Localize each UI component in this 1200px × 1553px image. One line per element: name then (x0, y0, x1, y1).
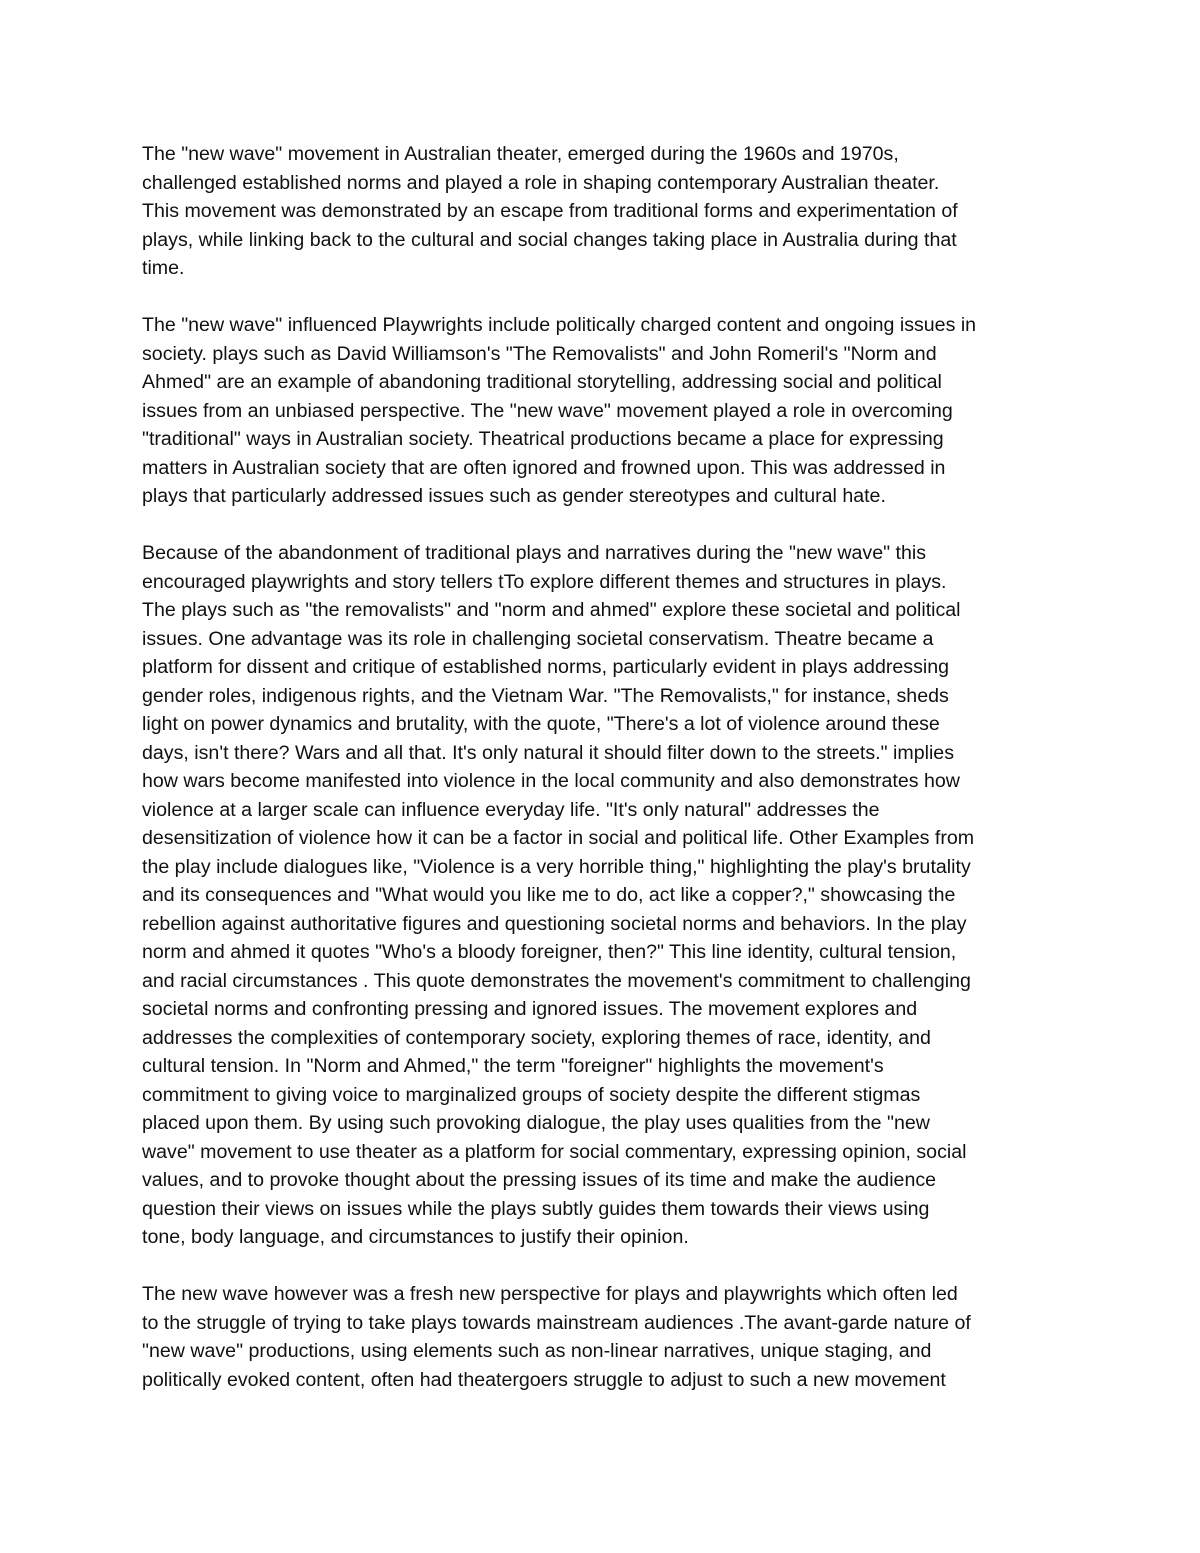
text-line: cultural tension. In "Norm and Ahmed," the term "foreigner" highlights the movement's (142, 1055, 884, 1077)
text-line: Ahmed" are an example of abandoning traditional storytelling, addressing social and political (142, 371, 942, 393)
text-line: light on power dynamics and brutality, with the quote, "There's a lot of violence around these (142, 713, 940, 735)
text-line: issues from an unbiased perspective. The "new wave" movement played a role in overcoming (142, 399, 953, 422)
text-line: values, and to provoke thought about the pressing issues of its time and make the audience (142, 1169, 937, 1191)
text-line: to the struggle of trying to take plays towards mainstream audiences .The avant-garde nature of (142, 1311, 971, 1334)
text-line: encouraged playwrights and story tellers tTo explore different themes and structures in plays. (142, 570, 947, 593)
paragraph (142, 311, 1072, 511)
text-line: days, isn't there? Wars and all that. It's only natural it should filter down to the streets." implies (142, 741, 954, 764)
paragraph (142, 140, 1072, 283)
text-line: placed upon them. By using such provoking dialogue, the play uses qualities from the "new (142, 1112, 930, 1134)
text-line: how wars become manifested into violence in the local community and also demonstrates how (142, 770, 960, 792)
text-line: "new wave" productions, using elements such as non-linear narratives, unique staging, and (142, 1340, 932, 1362)
text-line: wave" movement to use theater as a platform for social commentary, expressing opinion, social (142, 1140, 967, 1163)
text-line: plays, while linking back to the cultural and social changes taking place in Australia during that (142, 228, 957, 251)
text-line: "traditional" ways in Australian society. Theatrical productions became a place for expressing (142, 428, 944, 450)
paragraph (142, 539, 1072, 1252)
text-line: matters in Australian society that are often ignored and frowned upon. This was addressed in (142, 456, 946, 479)
text-line: This movement was demonstrated by an escape from traditional forms and experimentation of (142, 200, 958, 222)
text-line: society. plays such as David Williamson's "The Removalists" and John Romeril's "Norm and (142, 342, 937, 365)
text-line: and racial circumstances . This quote demonstrates the movement's commitment to challenging (142, 969, 971, 992)
text-line: challenged established norms and played a role in shaping contemporary Australian theater. (142, 171, 940, 194)
text-line: Because of the abandonment of traditional plays and narratives during the "new wave" this (142, 542, 926, 564)
text-line: norm and ahmed it quotes "Who's a bloody foreigner, then?" This line identity, cultural tension, (142, 941, 957, 963)
text-line: commitment to giving voice to marginalized groups of society despite the different stigmas (142, 1083, 921, 1106)
text-line: plays that particularly addressed issues such as gender stereotypes and cultural hate. (142, 485, 886, 507)
text-line: rebellion against authoritative figures and questioning societal norms and behaviors. In the play (142, 912, 967, 935)
text-line: The "new wave" movement in Australian theater, emerged during the 1960s and 1970s, (142, 143, 899, 165)
text-line: addresses the complexities of contemporary society, exploring themes of race, identity, and (142, 1026, 931, 1049)
text-line: societal norms and confronting pressing and ignored issues. The movement explores and (142, 998, 918, 1020)
text-line: The plays such as "the removalists" and "norm and ahmed" explore these societal and political (142, 599, 961, 621)
document-body (142, 140, 1072, 1423)
text-line: The "new wave" influenced Playwrights include politically charged content and ongoing issues in (142, 314, 977, 336)
paragraph (142, 1280, 1072, 1394)
text-line: platform for dissent and critique of established norms, particularly evident in plays addressing (142, 656, 950, 678)
text-line: desensitization of violence how it can be a factor in social and political life. Other Examples from (142, 827, 975, 849)
text-line: violence at a larger scale can influence everyday life. "It's only natural" addresses the (142, 798, 880, 821)
text-line: question their views on issues while the plays subtly guides them towards their views using (142, 1197, 930, 1220)
text-line: time. (142, 257, 185, 279)
text-line: tone, body language, and circumstances to justify their opinion. (142, 1226, 689, 1248)
text-line: issues. One advantage was its role in challenging societal conservatism. Theatre became a (142, 627, 934, 650)
text-line: politically evoked content, often had theatergoers struggle to adjust to such a new movement (142, 1368, 946, 1391)
text-line: and its consequences and "What would you like me to do, act like a copper?," showcasing the (142, 884, 956, 906)
text-line: the play include dialogues like, "Violence is a very horrible thing," highlighting the play's brutality (142, 855, 971, 878)
text-line: gender roles, indigenous rights, and the Vietnam War. "The Removalists," for instance, sheds (142, 684, 949, 707)
text-line: The new wave however was a fresh new perspective for plays and playwrights which often led (142, 1283, 958, 1305)
